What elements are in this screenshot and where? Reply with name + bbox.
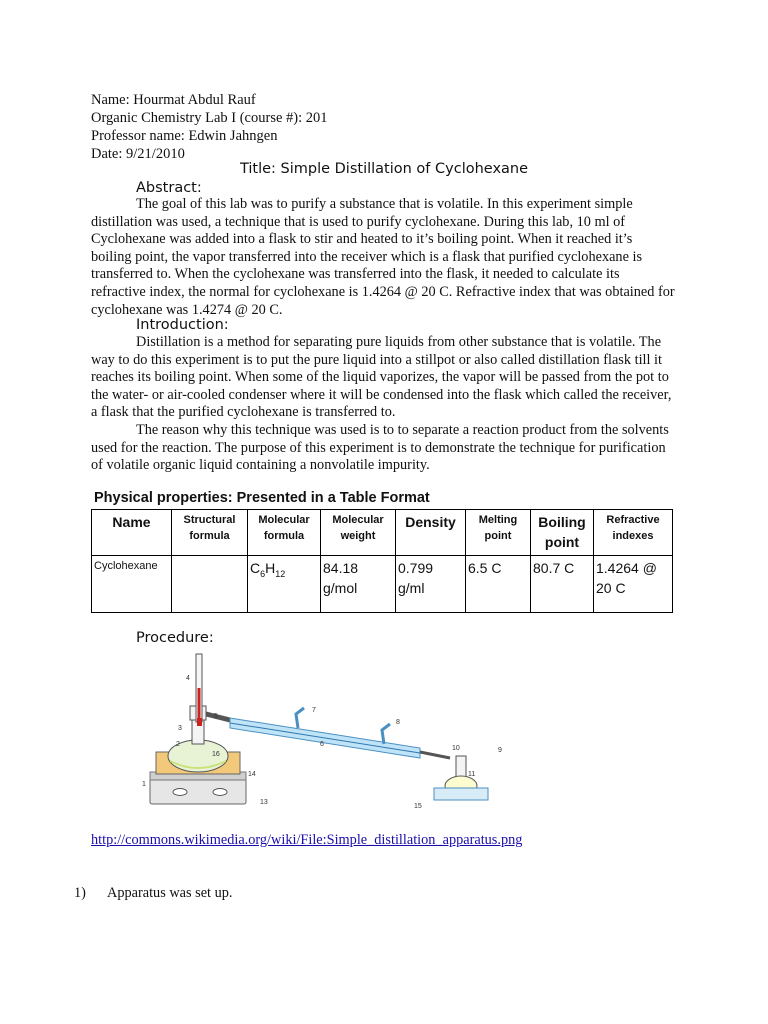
table-row	[92, 556, 673, 613]
diagram-label-8: 8	[396, 719, 400, 726]
document-title: Title: Simple Distillation of Cyclohexane	[239, 161, 529, 177]
cell-molecular-formula	[248, 556, 321, 613]
report-date: Date: 9/21/2010	[91, 146, 185, 162]
diagram-label-7: 7	[312, 707, 316, 714]
header-molecular-formula: Molecular formula	[248, 510, 321, 556]
diagram-label-5: 5	[214, 713, 218, 720]
diagram-label-15: 15	[414, 803, 422, 810]
introduction-paragraph-2: The reason why this technique was used is to to separate a reaction product from the solvents used for the reaction. The purpose of this experiment is to demonstrate the technique for purification of volatile organic liquid containing a nonvolatile impurity.	[91, 422, 669, 474]
abstract-text: The goal of this lab was to purify a substance that is volatile. In this experiment simple distillation was used, a technique that is used to purify cyclohexane. During this lab, 10 ml of Cyclohexane was added into a flask to stir and heated to it’s boiling point. When it reached it’s boiling point, the vapor transferred into the receiver which is a flask that purified cyclohexane is transferred to. When the cyclohexane was transferred into the flask, it needed to calculate its refractive index, the normal for cyclohexane is 1.4264 @ 20 C. Refractive index that was obtained for cyclohexane was 1.4274 @ 20 C.	[91, 196, 675, 318]
physical-properties-table	[91, 509, 673, 613]
formula-hydrogen: H	[265, 560, 276, 576]
diagram-label-3: 3	[178, 725, 182, 732]
diagram-label-10: 10	[452, 745, 460, 752]
hot-plate	[150, 772, 246, 804]
diagram-label-4: 4	[186, 675, 190, 682]
cell-name: Cyclohexane	[92, 556, 172, 613]
condenser	[206, 708, 450, 758]
diagram-label-16: 16	[212, 751, 220, 758]
cell-melting-point: 6.5 C	[466, 556, 531, 613]
course-info: Organic Chemistry Lab I (course #): 201	[91, 110, 328, 126]
formula-hydrogen-count: 12	[275, 568, 286, 579]
professor-name: Professor name: Edwin Jahngen	[91, 128, 278, 144]
table-caption: Physical properties: Presented in a Table Format	[94, 490, 430, 506]
introduction-heading: Introduction:	[136, 317, 229, 333]
diagram-label-14: 14	[248, 771, 256, 778]
source-link[interactable]: http://commons.wikimedia.org/wiki/File:Simple_distillation_apparatus.png	[91, 832, 523, 848]
introduction-paragraph-1: Distillation is a method for separating pure liquids from other substance that is volatile. The way to do this experiment is to put the pure liquid into a stillpot or also called distillation flask till it reaches its boiling point. When some of the liquid vaporizes, the vapor will be passed from the pot to the water- or air-cooled condenser where it will be condensed into the flask which called the receiver, a flask that the purified cyclohexane is transferred to.	[91, 334, 672, 421]
cell-boiling-point: 80.7 C	[531, 556, 594, 613]
thermometer	[196, 654, 202, 726]
table-header-row	[92, 510, 673, 556]
cell-molecular-weight: 84.18 g/mol	[321, 556, 396, 613]
formula-carbon: C	[250, 560, 261, 576]
cell-refractive-index: 1.4264 @ 20 C	[594, 556, 673, 613]
procedure-heading: Procedure:	[136, 630, 214, 646]
distillation-apparatus-diagram	[138, 648, 518, 816]
abstract-heading: Abstract:	[136, 180, 202, 196]
header-name: Name	[92, 510, 172, 556]
header-melting-point: Melting point	[466, 510, 531, 556]
formula-carbon-count: 6	[260, 568, 266, 579]
header-refractive-indexes: Refractive indexes	[594, 510, 673, 556]
diagram-label-9: 9	[498, 747, 502, 754]
receiver-flask	[434, 756, 488, 800]
student-name: Name: Hourmat Abdul Rauf	[91, 92, 256, 108]
diagram-label-2: 2	[176, 741, 180, 748]
cell-structural-formula	[172, 556, 248, 613]
diagram-label-6: 6	[320, 741, 324, 748]
diagram-label-13: 13	[260, 799, 268, 806]
diagram-label-1: 1	[142, 781, 146, 788]
diagram-label-11: 11	[468, 771, 476, 778]
header-boiling-point: Boiling point	[531, 510, 594, 556]
header-molecular-weight: Molecular weight	[321, 510, 396, 556]
cell-density: 0.799 g/ml	[396, 556, 466, 613]
step-number: 1)	[74, 885, 86, 901]
header-density: Density	[396, 510, 466, 556]
header-structural-formula: Structural formula	[172, 510, 248, 556]
step-text: Apparatus was set up.	[107, 885, 233, 901]
